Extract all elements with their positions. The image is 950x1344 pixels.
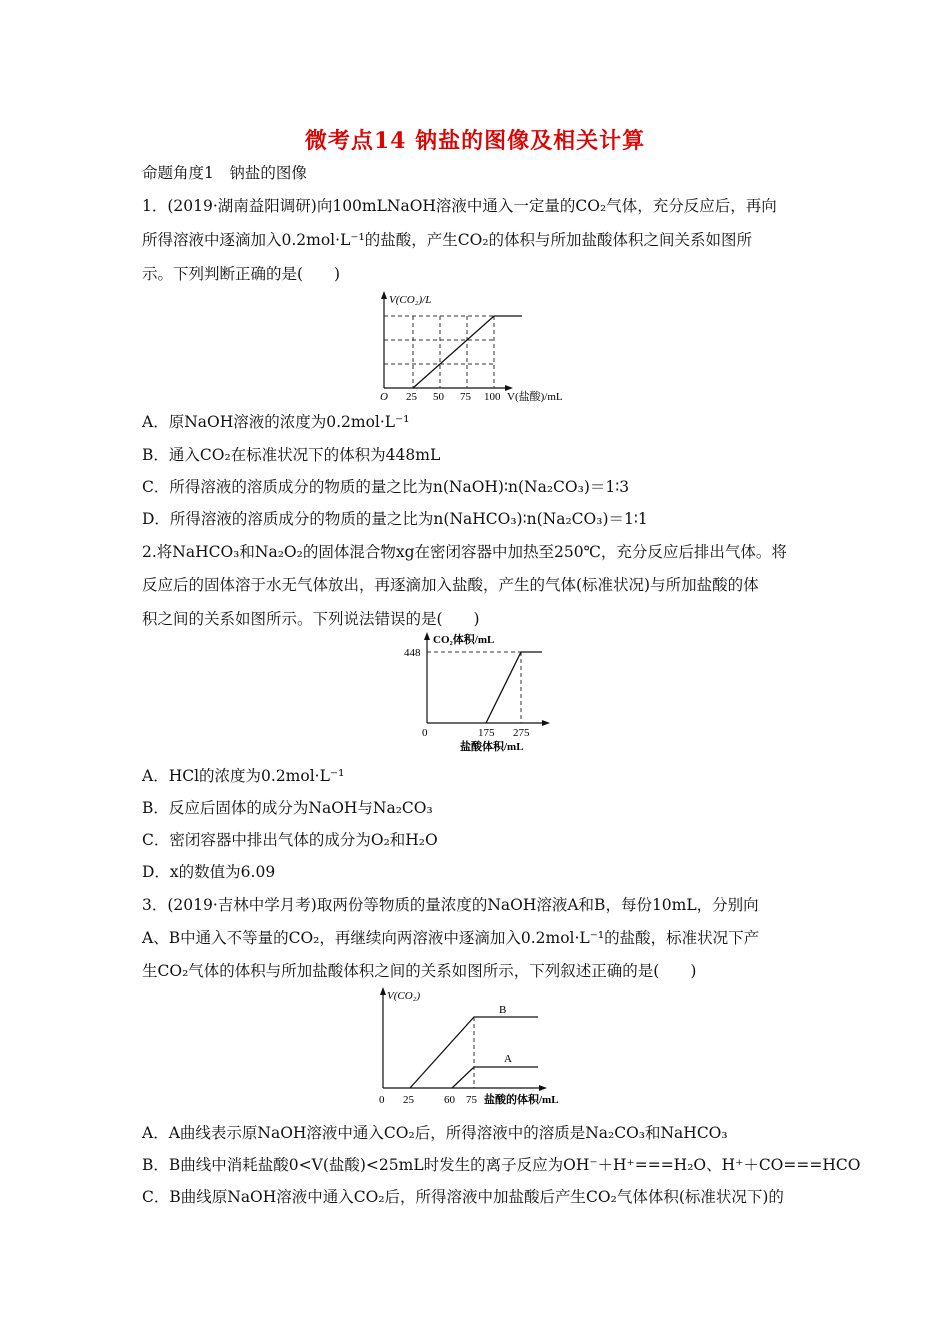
q1-x-axis-label: V(盐酸)/mL	[507, 391, 563, 403]
q1-option-d: D．所得溶液的溶质成分的物质的量之比为n(NaHCO₃)∶n(Na₂CO₃)＝1∶1	[142, 510, 648, 528]
q1-x-tick: 75	[460, 391, 471, 403]
q2-x-axis-label: 盐酸体积/mL	[460, 741, 524, 752]
q1-option-c: C．所得溶液的溶质成分的物质的量之比为n(NaOH)∶n(Na₂CO₃)＝1∶3	[142, 478, 630, 496]
q2-x-tick: 175	[478, 727, 495, 739]
q1-stem-line1: 1．(2019·湖南益阳调研)向100mLNaOH溶液中通入一定量的CO₂气体，充分反应后，再向	[142, 197, 777, 215]
q2-figure	[400, 628, 560, 752]
q2-x-tick: 275	[513, 727, 530, 739]
q3-stem-line1: 3．(2019·吉林中学月考)取两份等物质的量浓度的NaOH溶液A和B，每份10mL，分别向	[142, 896, 759, 914]
q3-origin-label: 0	[379, 1094, 385, 1106]
q2-stem-line1: 2.将NaHCO₃和Na₂O₂的固体混合物xg在密闭容器中加热至250℃，充分反应后排出气体。将	[142, 543, 787, 561]
q1-option-a: A．原NaOH溶液的浓度为0.2mol·L⁻¹	[142, 413, 410, 431]
q1-y-axis-label: V(CO₂)/L	[389, 294, 432, 306]
q3-option-c: C．B曲线原NaOH溶液中通入CO₂后，所得溶液中加盐酸后产生CO₂气体体积(标准状况下)的	[142, 1188, 784, 1206]
q1-stem-line2: 所得溶液中逐滴加入0.2mol·L⁻¹的盐酸，产生CO₂的体积与所加盐酸体积之间关系如图所	[142, 231, 753, 249]
page-title: 微考点14 钠盐的图像及相关计算	[304, 128, 646, 154]
q1-origin-label: O	[380, 391, 388, 403]
q1-x-tick: 50	[433, 391, 444, 403]
q3-x-tick: 60	[444, 1094, 455, 1106]
q1-stem-line3: 示。下列判断正确的是( )	[142, 265, 341, 283]
q2-y-axis-label: CO₂体积/mL	[433, 634, 495, 646]
q2-option-b: B．反应后固体的成分为NaOH与Na₂CO₃	[142, 799, 433, 817]
q2-stem-line3: 积之间的关系如图所示。下列说法错误的是( )	[142, 610, 480, 628]
q3-x-tick: 75	[466, 1094, 477, 1106]
q2-option-c: C．密闭容器中排出气体的成分为O₂和H₂O	[142, 831, 438, 849]
q1-option-b: B．通入CO₂在标准状况下的体积为448mL	[142, 446, 441, 464]
q2-option-a: A．HCl的浓度为0.2mol·L⁻¹	[142, 767, 345, 785]
q1-figure	[370, 288, 590, 404]
q1-x-tick: 25	[406, 391, 417, 403]
q3-stem-line3: 生CO₂气体的体积与所加盐酸体积之间的关系如图所示，下列叙述正确的是( )	[142, 962, 697, 980]
q3-option-b: B．B曲线中消耗盐酸0<V(盐酸)<25mL时发生的离子反应为OH⁻＋H⁺===H₂O、H⁺＋CO===HCO	[142, 1156, 861, 1174]
q3-x-axis-label: 盐酸的体积/mL	[484, 1094, 559, 1106]
q2-stem-line2: 反应后的固体溶于水无气体放出，再逐滴加入盐酸，产生的气体(标准状况)与所加盐酸的体	[142, 576, 759, 594]
q3-option-a: A．A曲线表示原NaOH溶液中通入CO₂后，所得溶液中的溶质是Na₂CO₃和NaHCO₃	[142, 1124, 728, 1142]
q2-y-tick: 448	[404, 647, 421, 659]
q3-curve-b-label: B	[499, 1004, 507, 1016]
q2-origin-label: 0	[422, 727, 428, 739]
section-heading: 命题角度1 钠盐的图像	[142, 164, 307, 182]
q3-x-tick: 25	[403, 1094, 414, 1106]
q3-curve-a-label: A	[504, 1053, 512, 1065]
q3-stem-line2: A、B中通入不等量的CO₂，再继续向两溶液中逐滴加入0.2mol·L⁻¹的盐酸，标准状况下产	[142, 929, 760, 947]
q2-option-d: D．x的数值为6.09	[142, 863, 276, 881]
q1-x-tick: 100	[484, 391, 501, 403]
q3-y-axis-label: V(CO₂)	[387, 990, 421, 1002]
q3-figure	[364, 982, 584, 1112]
